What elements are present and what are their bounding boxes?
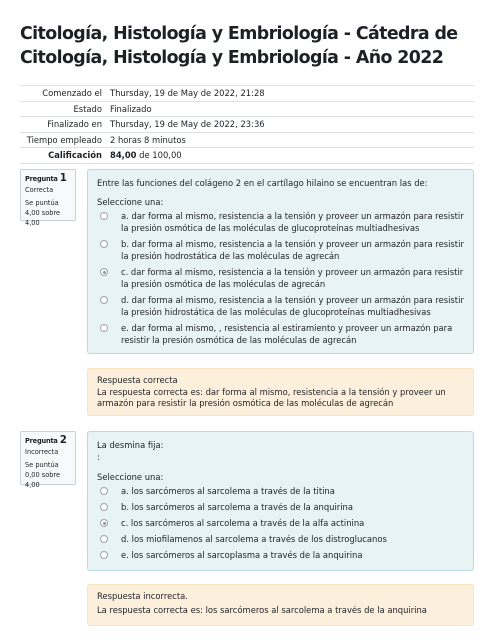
question-state: Correcta: [25, 186, 54, 194]
answer-option-label: a. los sarcómeros al sarcolema a través de la titina: [121, 486, 335, 496]
feedback-title: Respuesta incorrecta.: [97, 591, 188, 601]
question-text: Entre las funciones del colágeno 2 en el cartílago hilaino se encuentran las de:: [97, 178, 428, 188]
grade-max: de 100,00: [139, 150, 182, 161]
summary-value: Thursday, 19 de May de 2022, 23:36: [108, 117, 474, 133]
question-1-info: [20, 169, 76, 227]
summary-label: Comenzado el: [20, 86, 108, 102]
radio-button[interactable]: [100, 535, 108, 543]
page-title: Citología, Histología y Embriología - Cátedra de Citología, Histología y Embriología - Año 2022: [20, 24, 458, 68]
answer-prompt: Seleccione una:: [97, 472, 164, 482]
question-grade: Se puntúa 0,00 sobre 4,00: [25, 461, 61, 489]
answer-option-label: b. dar forma al mismo, resistencia a la tensión y proveer un armazón para resistir la presión hodrostática de las moléculas de agrecán: [121, 239, 464, 261]
question-grade: Se puntúa 4,00 sobre 4,00: [25, 199, 61, 227]
answer-option-a[interactable]: [97, 210, 464, 234]
summary-row-started: [20, 86, 474, 102]
radio-button[interactable]: [100, 503, 108, 511]
answer-option-b[interactable]: [97, 501, 464, 513]
question-state: Incorrecta: [25, 448, 59, 456]
answer-option-c[interactable]: [97, 266, 464, 290]
answer-option-d[interactable]: [97, 533, 464, 545]
answer-option-label: c. los sarcómeros al sarcolema a través de la alfa actinina: [121, 518, 365, 528]
summary-value: Finalizado: [108, 101, 474, 117]
answer-option-label: d. dar forma al mismo, resistencia a la tensión y proveer un armazón para resistir la presión hidrostática de las moléculas de glucoproteínas multiadhesivas: [121, 295, 464, 317]
radio-button-selected[interactable]: [100, 268, 108, 276]
summary-label: Estado: [20, 101, 108, 117]
answer-option-label: e. los sarcómeros al sarcoplasma a través de la anquirina: [121, 550, 363, 560]
answer-option-e[interactable]: [97, 549, 464, 561]
summary-label: Finalizado en: [20, 117, 108, 133]
radio-button[interactable]: [100, 240, 108, 248]
answer-option-label: e. dar forma al mismo, , resistencia al estiramiento y proveer un armazón para resistir la presión osmótica de las moléculas de agrecán: [121, 323, 453, 345]
summary-label: Calificación: [20, 148, 108, 164]
answer-option-c[interactable]: [97, 517, 464, 529]
answer-options: [97, 485, 464, 561]
question-2-feedback: [87, 584, 474, 626]
answer-option-label: a. dar forma al mismo, resistencia a la tensión y proveer un armazón para resistir la presión osmótica de las moléculas de glucoproteínas multiadhesivas: [121, 211, 464, 233]
radio-button[interactable]: [100, 551, 108, 559]
answer-option-b[interactable]: [97, 238, 464, 262]
question-2-formulation: [87, 431, 474, 571]
question-1-feedback: [87, 368, 474, 416]
answer-option-a[interactable]: [97, 485, 464, 497]
summary-row-finished: [20, 117, 474, 133]
summary-value: Thursday, 19 de May de 2022, 21:28: [108, 86, 474, 102]
radio-button[interactable]: [100, 296, 108, 304]
attempt-summary-table: [20, 85, 474, 164]
answer-option-label: c. dar forma al mismo, resistencia a la tensión y proveer un armazón para resistir la presión osmótica de las moléculas de agrecán: [121, 267, 464, 289]
summary-row-state: [20, 101, 474, 117]
feedback-text: La respuesta correcta es: dar forma al mismo, resistencia a la tensión y proveer un armazón para resistir la presión osmótica de las moléculas de agrecán: [97, 386, 446, 408]
radio-button-selected[interactable]: [100, 519, 108, 527]
answer-option-label: b. los sarcómeros al sarcolema a través de la anquirina: [121, 502, 353, 512]
question-number: Pregunta 1: [25, 173, 67, 184]
feedback-text: La respuesta correcta es: los sarcómeros al sarcolema a través de la anquirina: [97, 604, 427, 615]
summary-value: 2 horas 8 minutos: [108, 132, 474, 148]
summary-label: Tiempo empleado: [20, 132, 108, 148]
feedback-title: Respuesta correcta: [97, 375, 178, 385]
answer-prompt: Seleccione una:: [97, 197, 164, 207]
radio-button[interactable]: [100, 212, 108, 220]
answer-option-label: d. los miofilamenos al sarcolema a través de los distroglucanos: [121, 534, 387, 544]
answer-option-e[interactable]: [97, 322, 464, 346]
question-1-formulation: [87, 169, 474, 354]
radio-button[interactable]: [100, 324, 108, 332]
radio-button[interactable]: [100, 487, 108, 495]
question-text: La desmina fija: :: [97, 440, 164, 462]
summary-value: [108, 148, 474, 164]
grade-score: 84,00: [110, 150, 137, 161]
answer-option-d[interactable]: [97, 294, 464, 318]
summary-row-grade: [20, 148, 474, 164]
answer-options: [97, 210, 464, 346]
summary-row-time-taken: [20, 132, 474, 148]
question-number: Pregunta 2: [25, 435, 67, 446]
question-2-info: [20, 431, 76, 489]
